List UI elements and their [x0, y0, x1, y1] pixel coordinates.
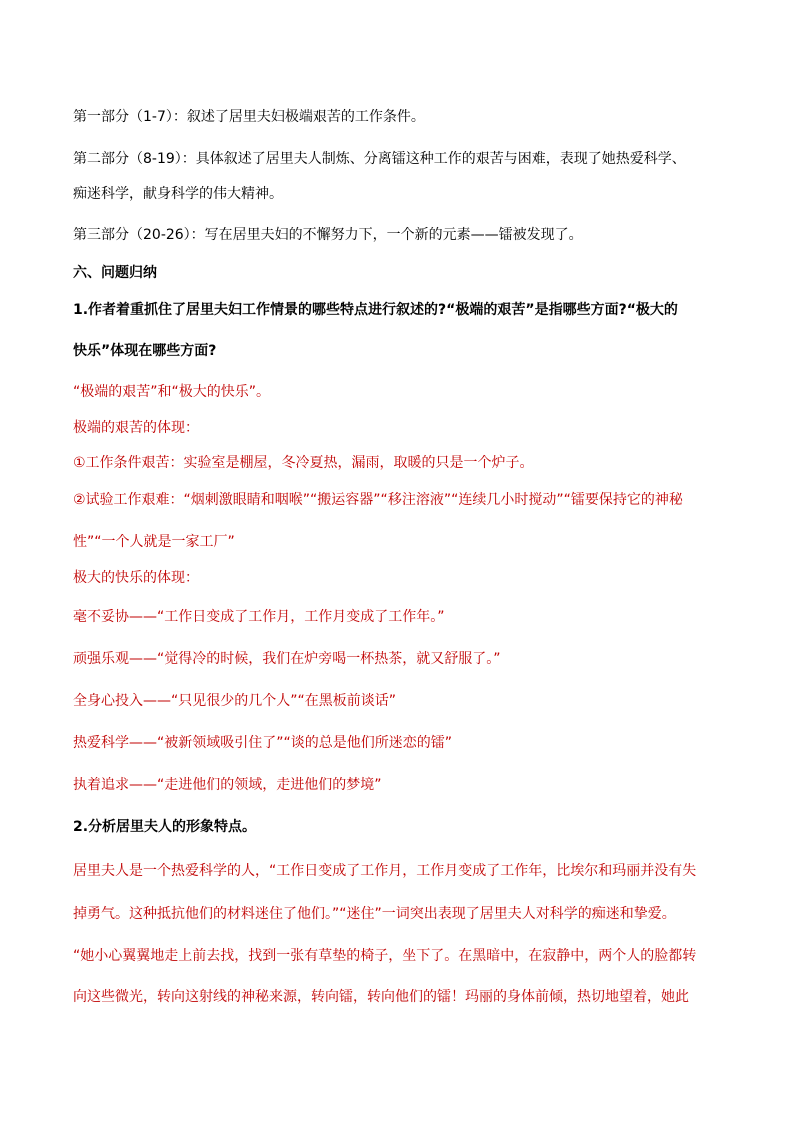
joy-heading: 极大的快乐的体现：: [73, 570, 199, 586]
section-six-heading: 六、问题归纳: [73, 265, 157, 281]
part-three-summary: 第三部分（20-26）：写在居里夫妇的不懈努力下，一个新的元素——镭被发现了。: [73, 227, 583, 243]
question-two-heading: 2.分析居里夫人的形象特点。: [73, 819, 257, 835]
hardship-heading: 极端的艰苦的体现：: [73, 420, 199, 436]
answer-two-line-4: 向这些微光，转向这射线的神秘来源，转向镭，转向他们的镭！玛丽的身体前倾，热切地望着，她此: [73, 989, 689, 1005]
question-one-line-1: 1.作者着重抓住了居里夫妇工作情景的哪些特点进行叙述的?“极端的艰苦”是指哪些方面?“极大的: [73, 302, 678, 318]
answer-one-intro: “极端的艰苦”和“极大的快乐”。: [73, 384, 271, 400]
joy-point-optimistic: 顽强乐观——“觉得冷的时候，我们在炉旁喝一杯热茶，就又舒服了。”: [73, 651, 501, 667]
answer-two-line-1: 居里夫人是一个热爱科学的人，“工作日变成了工作月，工作月变成了工作年，比埃尔和玛丽并没有失: [73, 863, 697, 879]
part-two-summary-line-2: 痴迷科学，献身科学的伟大精神。: [73, 186, 283, 202]
hardship-point-two-line-2: 性”“一个人就是一家工厂”: [73, 534, 235, 550]
question-one-line-2: 快乐”体现在哪些方面?: [73, 343, 217, 359]
answer-two-line-3: “她小心翼翼地走上前去找，找到一张有草垫的椅子，坐下了。在黑暗中，在寂静中，两个人的脸都转: [73, 948, 697, 964]
answer-two-line-2: 掉勇气。这种抵抗他们的材料迷住了他们。”“迷住”一词突出表现了居里夫人对科学的痴迷和挚爱。: [73, 906, 676, 922]
joy-point-uncompromising: 毫不妥协——“工作日变成了工作月，工作月变成了工作年。”: [73, 609, 445, 625]
joy-point-persistent: 执着追求——“走进他们的领域，走进他们的梦境”: [73, 777, 382, 793]
part-two-summary-line-1: 第二部分（8-19）：具体叙述了居里夫人制炼、分离镭这种工作的艰苦与困难，表现了她热爱科学、: [73, 151, 686, 167]
hardship-point-two-line-1: ②试验工作艰难：“烟刺激眼睛和咽喉”“搬运容器”“移注溶液”“连续几小时搅动”“镭要保持它的神秘: [73, 492, 683, 508]
joy-point-loves-science: 热爱科学——“被新领域吸引住了”“谈的总是他们所迷恋的镭”: [73, 735, 453, 751]
part-one-summary: 第一部分（1-7）：叙述了居里夫妇极端艰苦的工作条件。: [73, 109, 425, 125]
hardship-point-one: ①工作条件艰苦：实验室是棚屋，冬冷夏热，漏雨，取暖的只是一个炉子。: [73, 455, 534, 471]
joy-point-devoted: 全身心投入——“只见很少的几个人”“在黑板前谈话”: [73, 693, 397, 709]
